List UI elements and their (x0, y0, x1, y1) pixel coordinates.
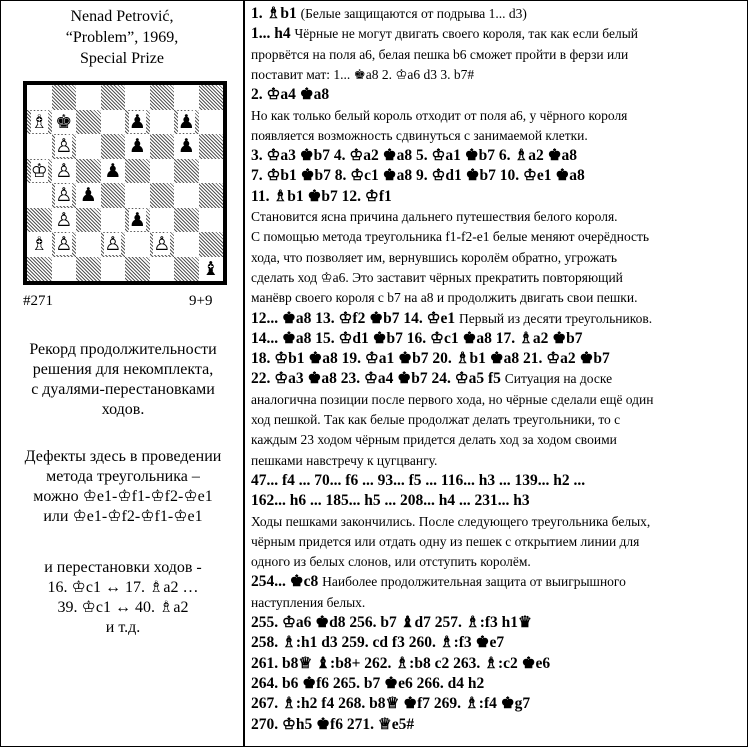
solution-line (251, 46, 628, 64)
solution-line (251, 594, 365, 612)
piece-glyph: ♙ (153, 233, 171, 255)
board-square (125, 232, 150, 257)
piece-glyph: ♙ (55, 159, 73, 182)
defects-line: можно ♔e1-♔f1-♔f2-♔e1 (33, 488, 213, 505)
board-square (27, 134, 52, 159)
piece-glyph: ♟ (128, 110, 146, 133)
board-square (150, 85, 175, 110)
transposition-line: и т.д. (105, 619, 141, 636)
comment-text: появляется возможность сдвинуться с занимаемой клетки. (251, 127, 588, 143)
chess-piece-f2 (150, 232, 175, 257)
solution-text (247, 1, 747, 746)
board-square (52, 85, 77, 110)
move-text: 3. ♔a3 ♚b7 4. ♔a2 ♚a8 5. ♔a1 ♚b7 6. ♗a2 ♚a8 (251, 147, 578, 165)
record-line: решения для некомплекта, (32, 361, 214, 378)
board-square (27, 257, 52, 282)
board-square (76, 159, 101, 184)
move-text: 14... ♚a8 15. ♔d1 ♚b7 16. ♔c1 ♚a8 17. ♗a2 ♚b7 (251, 329, 583, 347)
move-text: 267. ♗:h2 f4 268. b8♕ ♚f7 269. ♗:f4 ♚g7 (251, 695, 531, 713)
chess-piece-b4 (52, 183, 77, 208)
move-text: 18. ♔b1 ♚a8 19. ♔a1 ♚b7 20. ♗b1 ♚a8 21. ♔a2 ♚b7 (251, 350, 610, 368)
solution-line (251, 533, 639, 551)
solution-line (251, 472, 585, 490)
comment-text: С помощью метода треугольника f1-f2-e1 белые меняют очерёдность (251, 229, 650, 245)
transposition-note (1, 558, 245, 638)
board-square (199, 183, 224, 208)
defects-note (1, 447, 245, 527)
board-square (27, 183, 52, 208)
move-text: 1. ♗b1 (251, 5, 301, 22)
comment-text: Ситуация на доске (504, 371, 613, 387)
board-square (199, 159, 224, 184)
board-square (150, 110, 175, 135)
piece-glyph: ♔ (30, 159, 48, 182)
comment-text: Чёрные не могут двигать своего короля, так как если белый (294, 26, 638, 42)
solution-line (251, 167, 585, 185)
comment-text: сделать ход ♔a6. Это заставит чёрных прекратить повторяющий (251, 269, 623, 285)
solution-line (251, 716, 414, 734)
board-square (174, 232, 199, 257)
board-square (150, 183, 175, 208)
comment-text: Наиболее продолжительная защита от выигрышного (322, 574, 626, 590)
solution-line (251, 269, 623, 287)
solution-line (251, 492, 530, 510)
move-text: 47... f4 ... 70... f6 ... 93... f5 ... 116... h3 ... 139... h2 ... (251, 471, 586, 489)
piece-glyph: ♙ (55, 208, 73, 231)
move-text: 162... h6 ... 185... h5 ... 208... h4 ... 231... h3 (251, 492, 530, 510)
author-line: Nenad Petrović, (70, 8, 174, 25)
piece-glyph: ♙ (104, 233, 122, 255)
solution-line (251, 249, 617, 267)
chess-piece-d5 (101, 159, 126, 184)
solution-line (251, 655, 550, 673)
board-square (101, 208, 126, 233)
piece-glyph: ♟ (128, 135, 146, 157)
comment-text: каждым 23 ходом чёрным придется делать ход за ходом своими (251, 432, 617, 448)
solution-line (251, 330, 583, 348)
board-square (52, 257, 77, 282)
award-line: Special Prize (80, 50, 164, 67)
comment-text: Ходы пешками закончились. После следующего треугольника белых, (251, 513, 651, 529)
move-text: 7. ♔b1 ♚b7 8. ♔c1 ♚a8 9. ♔d1 ♚b7 10. ♔e1 ♚a8 (251, 167, 585, 185)
solution-line (251, 289, 637, 307)
comment-text: чёрным придется или отдать одну из пешек с открытием линии для (251, 533, 640, 549)
board-square (101, 85, 126, 110)
chess-piece-b6 (52, 134, 77, 159)
move-text: 1... h4 (251, 25, 295, 43)
solution-line (251, 25, 638, 43)
piece-glyph: ♟ (104, 159, 122, 182)
transposition-line: 39. ♔c1 ↔ 40. ♗a2 (57, 599, 189, 616)
solution-line (251, 391, 654, 409)
board-square (76, 134, 101, 159)
board-square (174, 85, 199, 110)
board-square (101, 257, 126, 282)
board-square (125, 159, 150, 184)
solution-line (251, 350, 610, 368)
board-square (199, 85, 224, 110)
board-square (199, 110, 224, 135)
chess-board (23, 81, 227, 285)
record-line: ходов. (101, 401, 145, 418)
move-text: 270. ♔h5 ♚f6 271. ♕e5# (251, 715, 415, 733)
board-square (174, 159, 199, 184)
defects-line: метода треугольника – (46, 468, 200, 485)
comment-text: манёвр своего короля с b7 на a8 и продолжить двигать свои пешки. (251, 290, 638, 306)
move-text: 22. ♔a3 ♚a8 23. ♔a4 ♚b7 24. ♔a5 f5 (251, 370, 505, 388)
piece-glyph: ♝ (202, 257, 220, 280)
transposition-line: 16. ♔c1 ↔ 17. ♗a2 … (47, 579, 199, 596)
piece-glyph: ♟ (177, 110, 195, 133)
board-square (150, 257, 175, 282)
board-square (199, 134, 224, 159)
board-square (199, 208, 224, 233)
board-square (76, 257, 101, 282)
piece-glyph: ♗ (30, 110, 48, 133)
record-note (1, 340, 245, 420)
chess-piece-b2 (52, 232, 77, 257)
source-line: “Problem”, 1969, (65, 29, 179, 46)
solution-line (251, 208, 618, 226)
solution-line (251, 411, 620, 429)
move-text: 2. ♔a4 ♚a8 (251, 86, 330, 104)
comment-text: поставит мат: 1... ♚a8 2. ♔a6 d3 3. b7# (251, 66, 475, 82)
piece-glyph: ♙ (55, 135, 73, 157)
piece-glyph: ♟ (79, 184, 97, 206)
chess-piece-d2 (101, 232, 126, 257)
defects-line: Дефекты здесь в проведении (24, 448, 222, 465)
board-square (174, 257, 199, 282)
record-line: с дуалями-перестановками (31, 381, 215, 398)
board-square (199, 232, 224, 257)
solution-line (251, 452, 437, 470)
board-square (125, 257, 150, 282)
move-text: 258. ♗:h1 d3 259. cd f3 260. ♗:f3 ♚e7 (251, 634, 505, 652)
move-text: 12... ♚a8 13. ♔f2 ♚b7 14. ♔e1 (251, 309, 459, 327)
piece-glyph: ♙ (55, 233, 73, 255)
move-text: 264. b6 ♚f6 265. b7 ♚e6 266. d4 h2 (251, 674, 485, 692)
solution-line (251, 573, 626, 591)
piece-glyph: ♙ (55, 184, 73, 206)
record-line: Рекорд продолжительности (29, 341, 217, 358)
chess-piece-a7 (27, 110, 52, 135)
board-square (150, 208, 175, 233)
piece-count: 9+9 (189, 293, 213, 309)
chess-piece-c4 (76, 183, 101, 208)
board-square (76, 232, 101, 257)
solution-line (251, 107, 627, 125)
chess-piece-a5 (27, 159, 52, 184)
problem-header (1, 6, 243, 69)
solution-line (251, 188, 392, 206)
board-square (101, 134, 126, 159)
piece-glyph: ♗ (30, 233, 48, 255)
board-square (174, 183, 199, 208)
solution-line (251, 370, 612, 388)
chess-piece-e7 (125, 110, 150, 135)
chess-piece-e6 (125, 134, 150, 159)
solution-line (251, 553, 531, 571)
comment-text: прорвётся на поля a6, белая пешка b6 сможет пройти в ферзи или (251, 46, 629, 62)
solution-line (251, 695, 530, 713)
comment-text: одного из белых слонов, или отступить королём. (251, 554, 531, 570)
chess-piece-e3 (125, 208, 150, 233)
chess-piece-b3 (52, 208, 77, 233)
solution-line (251, 513, 650, 531)
solution-line (251, 675, 484, 693)
board-square (174, 208, 199, 233)
comment-text: Но как только белый король отходит от поля a6, у чёрного короля (251, 107, 628, 123)
board-square (150, 134, 175, 159)
solution-line (251, 127, 588, 145)
problem-number: #271 (23, 293, 53, 309)
comment-text: ход пешкой. Так как белые продолжат делать треугольники, то с (251, 412, 621, 427)
board-square (101, 110, 126, 135)
comment-text: хода, что позволяет им, вернувшись королём обратно, угрожать (251, 249, 617, 265)
chess-piece-h1 (199, 257, 224, 282)
solution-line (251, 5, 527, 23)
comment-text: Первый из десяти треугольников. (459, 310, 653, 326)
defects-line: или ♔e1-♔f2-♔f1-♔e1 (43, 508, 203, 525)
piece-glyph: ♟ (128, 208, 146, 231)
board-square (125, 85, 150, 110)
chess-piece-a2 (27, 232, 52, 257)
piece-glyph: ♟ (177, 135, 195, 157)
comment-text: (Белые защищаются от подрыва 1... d3) (300, 6, 527, 21)
board-square (101, 183, 126, 208)
move-text: 255. ♔a6 ♚d8 256. b7 ♝d7 257. ♗:f3 h1♛ (251, 614, 532, 631)
comment-text: наступления белых. (251, 594, 366, 610)
board-square (76, 208, 101, 233)
board-square (76, 110, 101, 135)
move-text: 11. ♗b1 ♚b7 12. ♔f1 (251, 187, 392, 205)
board-square (27, 208, 52, 233)
move-text: 261. b8♕ ♝:b8+ 262. ♗:b8 c2 263. ♗:c2 ♚e6 (251, 654, 551, 672)
comment-text: Становится ясна причина дальнего путешествия белого короля. (251, 209, 618, 224)
solution-line (251, 310, 652, 328)
solution-line (251, 431, 617, 449)
solution-line (251, 147, 577, 165)
board-square (76, 85, 101, 110)
solution-line (251, 228, 649, 246)
chess-piece-g6 (174, 134, 199, 159)
piece-glyph: ♚ (55, 110, 73, 133)
comment-text: пешками навстречу к цугцвангу. (251, 452, 438, 468)
solution-line (251, 66, 474, 84)
chess-piece-b5 (52, 159, 77, 184)
board-square (150, 159, 175, 184)
solution-line (251, 614, 532, 632)
board-square (125, 183, 150, 208)
transposition-line: и перестановки ходов - (44, 559, 202, 576)
board-square (27, 85, 52, 110)
comment-text: аналогична позиции после первого хода, но чёрные сделали ещё один (251, 391, 654, 407)
problem-panel (1, 1, 245, 746)
chess-piece-g7 (174, 110, 199, 135)
solution-line (251, 86, 329, 104)
move-text: 254... ♚c8 (251, 573, 323, 591)
chess-piece-b7 (52, 110, 77, 135)
solution-line (251, 634, 504, 652)
